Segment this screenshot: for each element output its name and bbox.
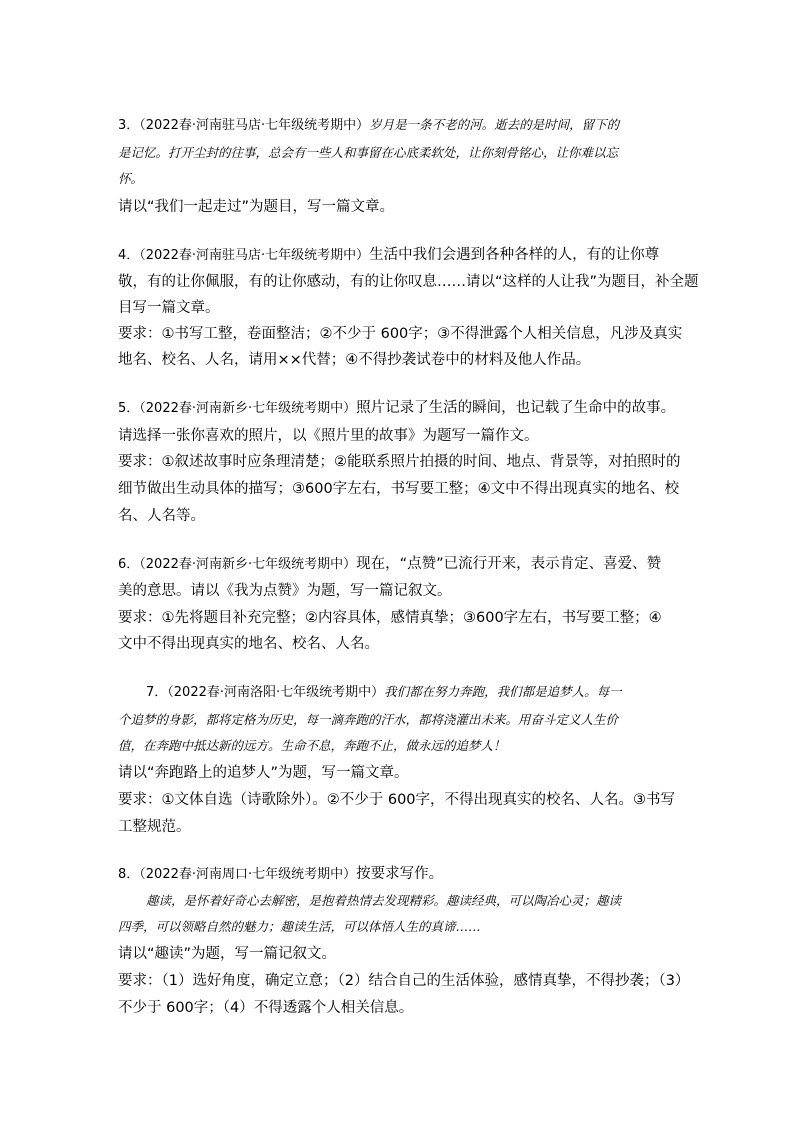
q5-line-1 — [118, 398, 675, 419]
q6-text-line: 美的意思。请以《我为点赞》为题，写一篇记叙文。 — [118, 583, 452, 599]
q7-requirement-line: 工整规范。 — [118, 819, 191, 835]
q7-requirement-line: 要求：①文体自选（诗歌除外）。②不少于 600字，不得出现真实的校名、人名。③书写 — [118, 792, 676, 808]
q4-requirement-line: 地名、校名、人名，请用××代替；④不得抄袭试卷中的材料及他人作品。 — [118, 352, 591, 368]
q3-task-line: 请以“我们一起走过”为题目，写一篇文章。 — [118, 199, 395, 215]
q7-line-1 — [146, 682, 622, 703]
question-source: （2022春·河南周口·七年级统考期中） — [139, 867, 357, 882]
question-text: 现在，“点赞”已流行开来，表示肯定、喜爱、赞 — [356, 556, 662, 572]
q8-material-line: 趣读，是怀着好奇心去解密，是抱着热情去发现精彩。趣读经典，可以陶冶心灵；趣读 — [146, 893, 622, 908]
question-material: 我们都在努力奔跑，我们都是追梦人。每一 — [384, 684, 622, 699]
question-source: （2022春·河南驻马店·七年级统考期中） — [139, 248, 370, 263]
question-number: 8． — [118, 867, 140, 882]
q7-material-line: 个追梦的身影，都将定格为历史，每一滴奔跑的汗水，都将浇灌出未来。用奋斗定义人生价 — [118, 712, 619, 727]
q4-text-line: 目写一篇文章。 — [118, 300, 220, 316]
q4-requirement-line: 要求：①书写工整，卷面整洁；②不少于 600字；③不得泄露个人相关信息，凡涉及真实 — [118, 326, 683, 342]
q3-line-1 — [118, 115, 619, 136]
question-number: 5． — [118, 401, 140, 416]
question-source: （2022春·河南洛阳·七年级统考期中） — [167, 685, 385, 700]
q5-requirement-line: 名、人名等。 — [118, 508, 205, 524]
q3-material-line: 怀。 — [118, 171, 144, 186]
question-material: 岁月是一条不老的河。逝去的是时间，留下的 — [369, 117, 620, 132]
q7-material-line: 值，在奔跑中抵达新的远方。生命不息，奔跑不止，做永远的追梦人！ — [118, 738, 506, 753]
question-text: 照片记录了生活的瞬间，也记载了生命中的故事。 — [356, 400, 676, 416]
q8-task-line: 请以“趣读”为题，写一篇记叙文。 — [118, 946, 337, 962]
q8-line-1 — [118, 864, 443, 885]
question-number: 3． — [118, 118, 140, 133]
q5-requirement-line: 要求：①叙述故事时应条理清楚；②能联系照片拍摄的时间、地点、背景等，对拍照时的 — [118, 454, 681, 470]
question-number: 7． — [146, 685, 168, 700]
q4-text-line: 敬，有的让你佩服，有的让你感动，有的让你叹息……请以“这样的人让我”为题目，补全题 — [118, 274, 699, 290]
question-source: （2022春·河南新乡·七年级统考期中） — [139, 401, 357, 416]
question-number: 4． — [118, 248, 140, 263]
q8-material-line: 四季，可以领略自然的魅力；趣读生活，可以体悟人生的真谛…… — [118, 919, 481, 934]
question-source: （2022春·河南驻马店·七年级统考期中） — [139, 118, 370, 133]
q4-line-1 — [118, 245, 659, 266]
q8-requirement-line: 不少于 600字；（4）不得透露个人相关信息。 — [118, 1000, 414, 1016]
q8-requirement-line: 要求：（1）选好角度，确定立意；（2）结合自己的生活体验，感情真挚，不得抄袭；（3） — [118, 973, 690, 989]
q6-requirement-line: 文中不得出现真实的地名、校名、人名。 — [118, 636, 379, 652]
question-text: 按要求写作。 — [356, 866, 444, 882]
question-source: （2022春·河南新乡·七年级统考期中） — [139, 557, 357, 572]
q6-line-1 — [118, 554, 661, 575]
q7-task-line: 请以“奔跑路上的追梦人”为题，写一篇文章。 — [118, 765, 409, 781]
q5-requirement-line: 细节做出生动具体的描写；③600字左右，书写要工整；④文中不得出现真实的地名、校 — [118, 481, 680, 497]
question-number: 6． — [118, 557, 140, 572]
question-text: 生活中我们会遇到各种各样的人，有的让你尊 — [369, 247, 660, 263]
q5-text-line: 请选择一张你喜欢的照片，以《照片里的故事》为题写一篇作文。 — [118, 428, 539, 444]
q3-material-line: 是记忆。打开尘封的往事，总会有一些人和事留在心底柔软处，让你刻骨铭心，让你难以忘 — [118, 145, 619, 160]
q6-requirement-line: 要求：①先将题目补充完整；②内容具体，感情真挚；③600字左右，书写要工整；④ — [118, 610, 662, 626]
